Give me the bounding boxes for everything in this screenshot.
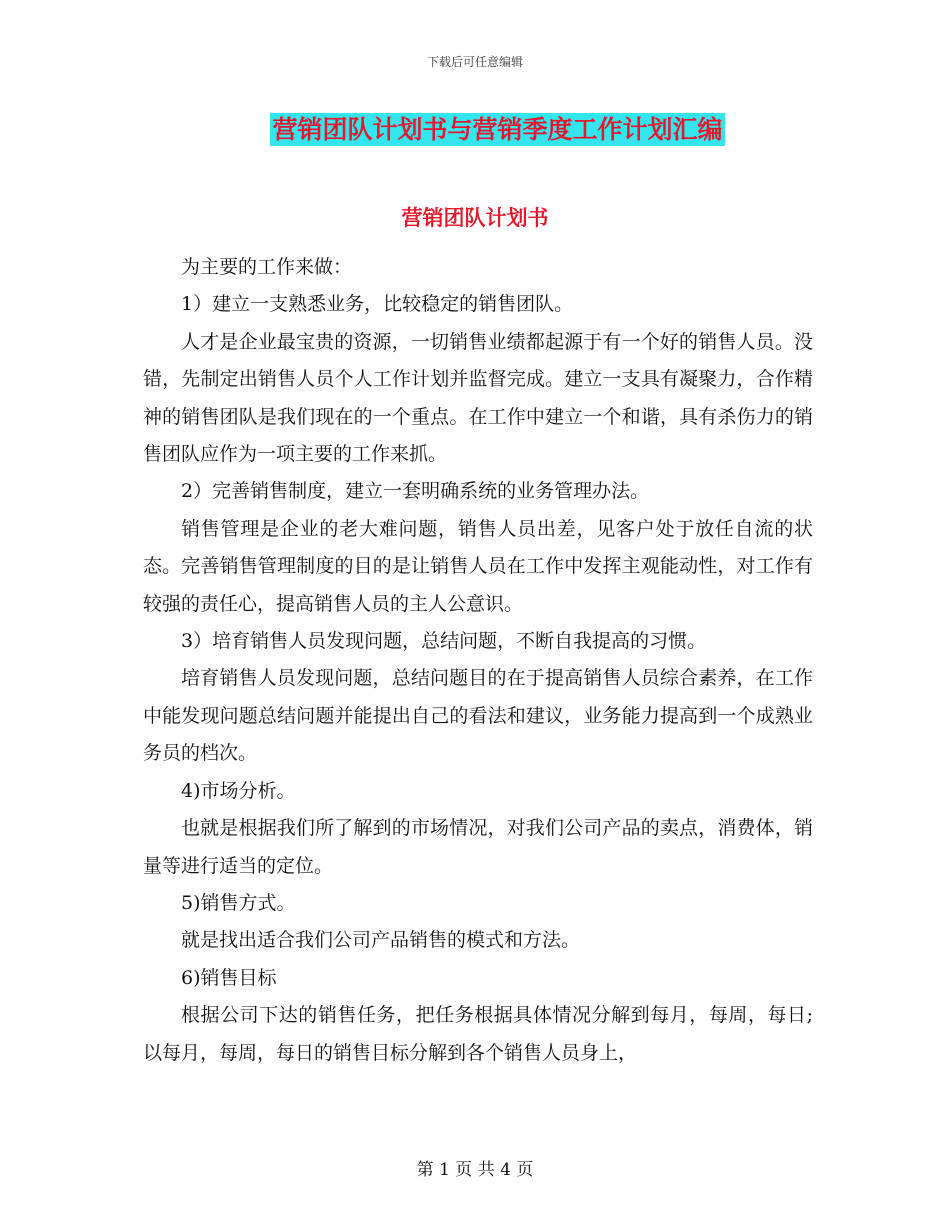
paragraph: 也就是根据我们所了解到的市场情况，对我们公司产品的卖点，消费体，销量等进行适当的定位。	[143, 817, 813, 877]
paragraph: 为主要的工作来做：	[181, 256, 353, 278]
paragraph: 3）培育销售人员发现问题，总结问题，不断自我提高的习惯。	[181, 630, 707, 653]
paragraph: 培育销售人员发现问题，总结问题目的在于提高销售人员综合素养，在工作中能发现问题总结问题并能提出自己的看法和建议，业务能力提高到一个成熟业务员的档次。	[143, 667, 813, 765]
page-footer: 第 1 页 共 4 页	[416, 1160, 534, 1180]
paragraph: 根据公司下达的销售任务，把任务根据具体情况分解到每月，每周，每日;以每月，每周，每日的销售目标分解到各个销售人员身上，	[143, 1004, 813, 1064]
header-note: 下载后可任意编辑	[426, 55, 523, 69]
paragraph: 人才是企业最宝贵的资源，一切销售业绩都起源于有一个好的销售人员。没错，先制定出销售人员个人工作计划并监督完成。建立一支具有凝聚力，合作精神的销售团队是我们现在的一个重点。在工作中建立一个和谐，具有杀伤力的销售团队应作为一项主要的工作来抓。	[143, 330, 813, 466]
paragraph: 1）建立一支熟悉业务，比较稳定的销售团队。	[181, 293, 574, 316]
paragraph: 销售管理是企业的老大难问题，销售人员出差，见客户处于放任自流的状态。完善销售管理制度的目的是让销售人员在工作中发挥主观能动性，对工作有较强的责任心，提高销售人员的主人公意识。	[143, 517, 813, 615]
paragraph: 2）完善销售制度，建立一套明确系统的业务管理办法。	[181, 480, 650, 503]
paragraph: 5)销售方式。	[181, 891, 296, 914]
section-title: 营销团队计划书	[401, 206, 549, 230]
body-text	[143, 249, 813, 1072]
paragraph: 就是找出适合我们公司产品销售的模式和方法。	[181, 929, 581, 952]
paragraph: 4)市场分析。	[181, 779, 296, 802]
document-title	[0, 110, 950, 146]
paragraph: 6)销售目标	[181, 966, 277, 989]
document-title-text: 营销团队计划书与营销季度工作计划汇编	[272, 115, 723, 144]
